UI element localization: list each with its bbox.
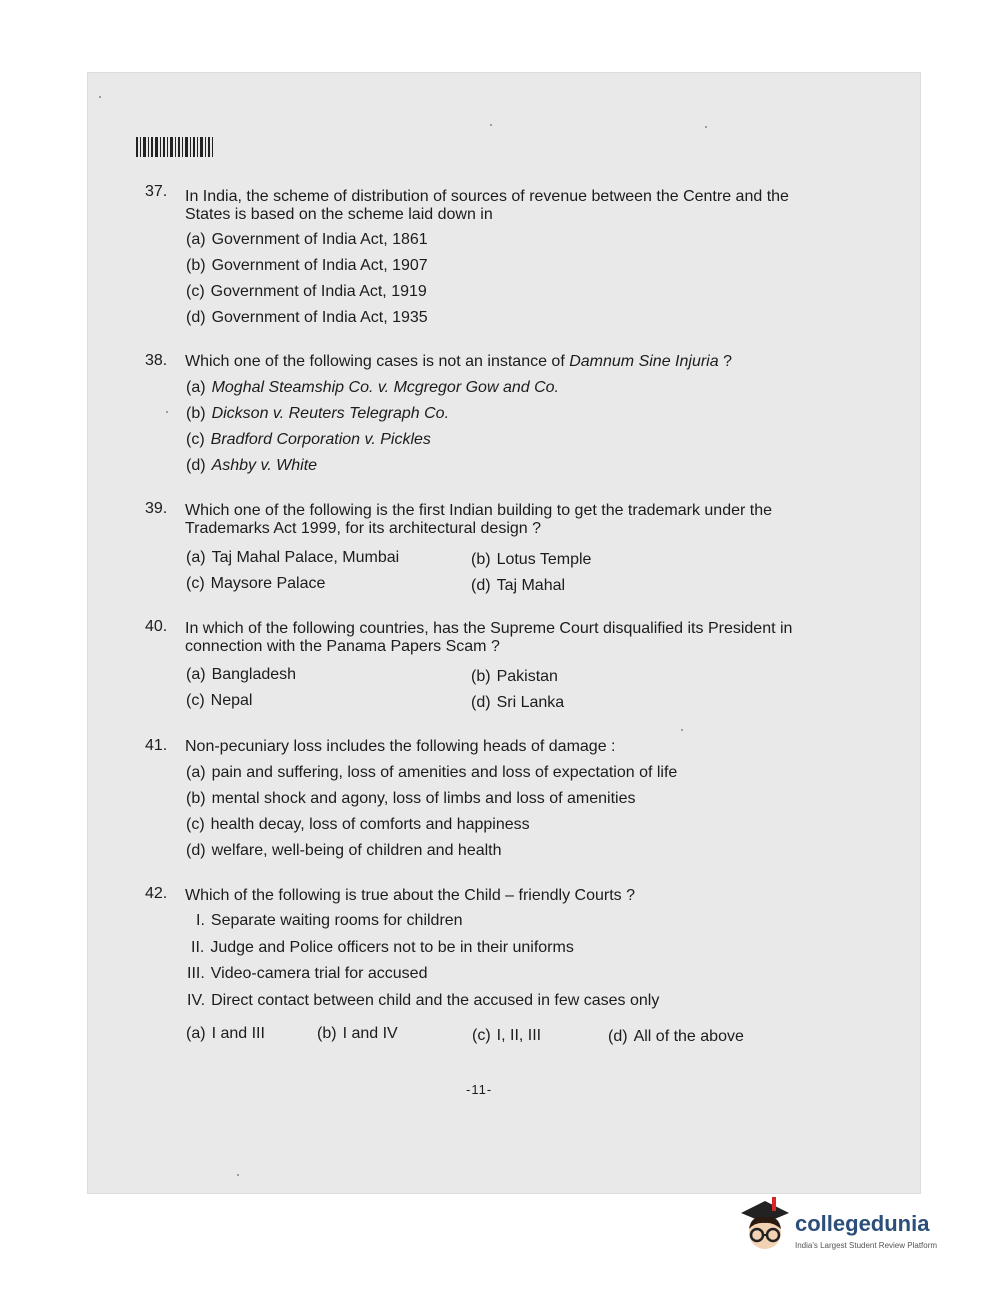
question-number: 42. [145, 885, 168, 902]
option-c: (c) Maysore Palace [186, 575, 326, 592]
option-c: (c) Bradford Corporation v. Pickles [186, 431, 431, 448]
statement-iii: III. Video-camera trial for accused [187, 965, 428, 982]
question-text: Which one of the following cases is not an instance of Damnum Sine Injuria ? [185, 353, 732, 370]
option-b: (b) I and IV [317, 1025, 398, 1042]
option-a: (a) Moghal Steamship Co. v. Mcgregor Gow and Co. [186, 379, 559, 396]
option-d: (d) Government of India Act, 1935 [186, 309, 428, 326]
option-c: (c) I, II, III [472, 1027, 542, 1044]
question-text: In India, the scheme of distribution of sources of revenue between the Centre and the States is based on the scheme laid down in [185, 188, 789, 223]
option-d: (d) welfare, well-being of children and health [186, 842, 502, 859]
option-d: (d) Sri Lanka [471, 694, 565, 711]
barcode-icon [136, 137, 214, 157]
logo-tagline: India's Largest Student Review Platform [795, 1241, 938, 1250]
question-number: 37. [145, 183, 168, 200]
option-c: (c) health decay, loss of comforts and happiness [186, 816, 530, 833]
question-text: Which one of the following is the first Indian building to get the trademark under the Trademarks Act 1999, for its architectural design ? [185, 502, 773, 537]
logo-name: collegedunia [795, 1211, 930, 1236]
option-b: (b) Pakistan [471, 668, 558, 685]
statement-iv: IV. Direct contact between child and the accused in few cases only [187, 992, 660, 1009]
option-c: (c) Nepal [186, 692, 253, 709]
option-b: (b) mental shock and agony, loss of limbs and loss of amenities [186, 790, 636, 807]
option-a: (a) pain and suffering, loss of amenities and loss of expectation of life [186, 764, 678, 781]
question-number: 39. [145, 500, 168, 517]
option-d: (d) All of the above [608, 1028, 744, 1045]
collegedunia-logo [735, 1195, 965, 1265]
mascot-icon [735, 1195, 793, 1257]
question-number: 38. [145, 352, 168, 369]
option-a: (a) Taj Mahal Palace, Mumbai [186, 549, 400, 566]
page-number: -11- [466, 1082, 493, 1097]
question-text: Non-pecuniary loss includes the following heads of damage : [185, 738, 616, 755]
option-a: (a) Bangladesh [186, 666, 297, 683]
question-number: 40. [145, 618, 168, 635]
question-number: 41. [145, 737, 168, 754]
option-d: (d) Ashby v. White [186, 457, 318, 474]
option-b: (b) Dickson v. Reuters Telegraph Co. [186, 405, 450, 422]
option-c: (c) Government of India Act, 1919 [186, 283, 427, 300]
option-b: (b) Lotus Temple [471, 551, 592, 568]
question-text: Which of the following is true about the Child – friendly Courts ? [185, 887, 636, 904]
statement-i: I. Separate waiting rooms for children [196, 912, 463, 929]
option-a: (a) Government of India Act, 1861 [186, 231, 428, 248]
statement-ii: II. Judge and Police officers not to be in their uniforms [191, 939, 574, 956]
option-d: (d) Taj Mahal [471, 577, 566, 594]
option-b: (b) Government of India Act, 1907 [186, 257, 428, 274]
question-text: In which of the following countries, has the Supreme Court disqualified its President in connection with the Panama Papers Scam ? [185, 620, 793, 655]
option-a: (a) I and III [186, 1025, 265, 1042]
